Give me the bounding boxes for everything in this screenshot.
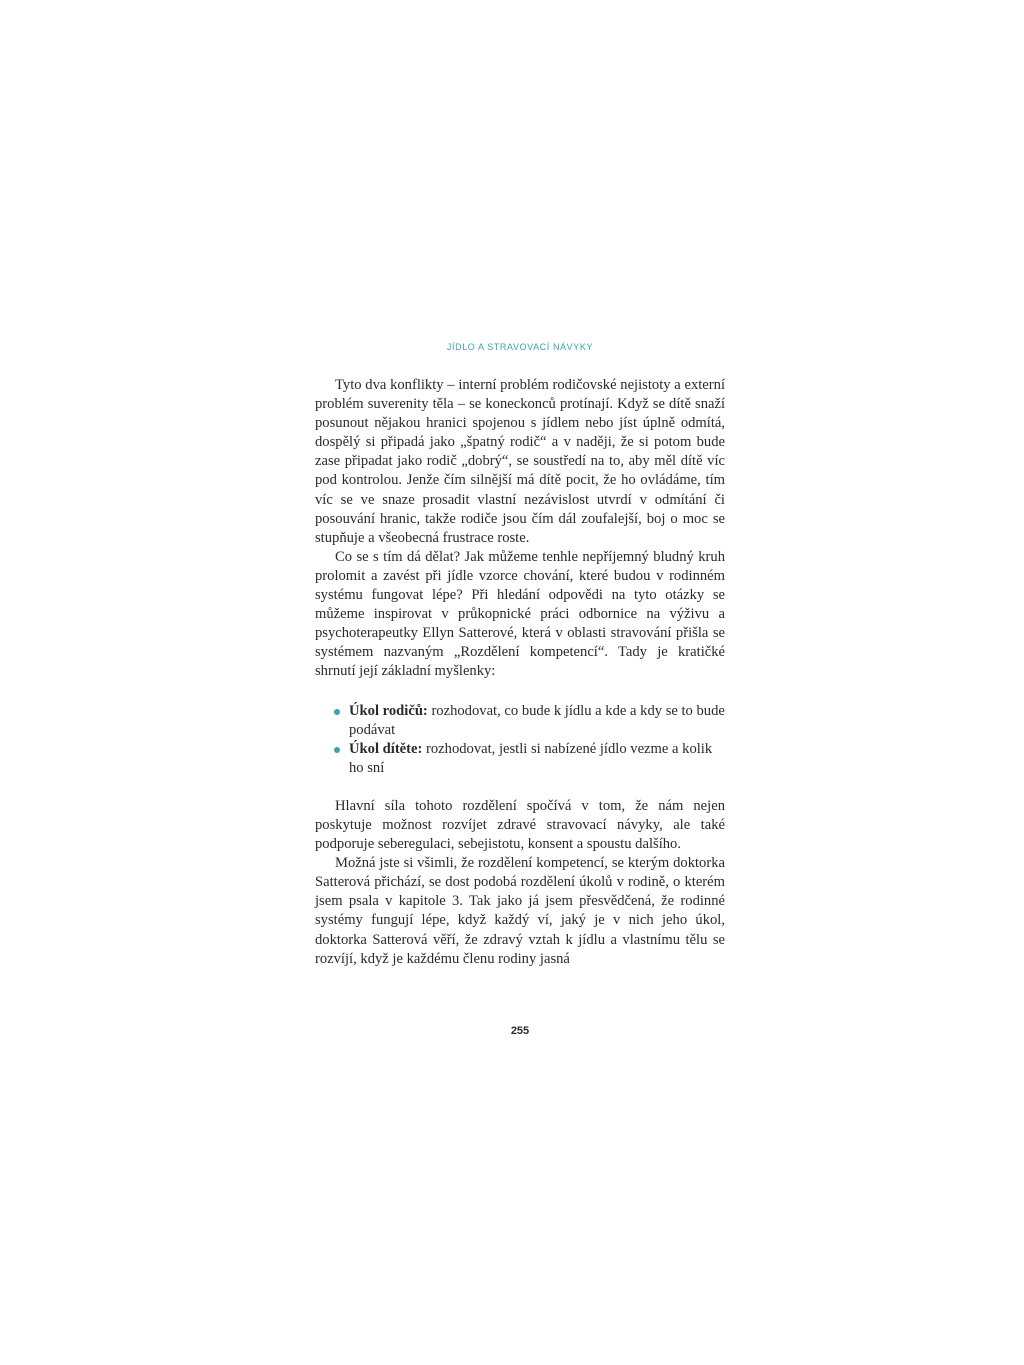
bullet-icon [334, 709, 340, 715]
bullet-list [315, 702, 725, 778]
paragraph: Co se s tím dá dělat? Jak můžeme tenhle nepříjemný bludný kruh prolomit a zavést při jídle vzorce chování, které budou v rodinném systému fungovat lépe? Při hledání odpovědi na tyto otázky se můžeme inspirovat v průkopnické práci odbornice na výživu a psychoterapeutky Ellyn Satterové, která v oblasti stravování přišla se systémem nazvaným „Rozdělení kompetencí“. Tady je kratičké shrnutí její základní myšlenky: [315, 548, 725, 680]
list-item [315, 702, 725, 740]
running-head: JÍDLO A STRAVOVACÍ NÁVYKY [446, 342, 594, 352]
paragraph: Možná jste si všimli, že rozdělení kompetencí, se kterým doktorka Satterová přichází, se dost podobá rozdělení úkolů v rodině, o kterém jsem psala v kapitole 3. Tak jako já jsem přesvědčená, že rodinné systémy fungují lépe, když každý ví, jaký je v nich jeho úkol, doktorka Satterová věří, že zdravý vztah k jídlu a vlastnímu tělu se rozvíjí, když je každému členu rodiny jasná [315, 855, 725, 967]
bullet-text: rozhodovat, co bude k jídlu a kde a kdy se to bude podávat [349, 702, 725, 738]
bullet-text: rozhodovat, jestli si nabízené jídlo vezme a kolik ho sní [349, 740, 713, 776]
paragraph: Tyto dva konflikty – interní problém rodičovské nejistoty a externí problém suverenity těla – se koneckonců protínají. Když se dítě snaží posunout nějakou hranici spojenou s jídlem nebo jíst úplně odmítá, dospělý si připadá jako „špatný rodič“ a v naději, že si potom bude zase připadat jako rodič „dobrý“, se soustředí na to, aby měl dítě víc pod kontrolou. Jenže čím silnější má dítě pocit, že ho ovládáme, tím víc se ve snaze prosadit vlastní nezávislost utvrdí v odmítání či posouvání hranic, takže rodiče jsou čím dál zoufalejší, boj o moc se stupňuje a všeobecná frustrace roste. [315, 377, 725, 546]
bullet-term: Úkol rodičů: [349, 702, 428, 719]
bullet-icon [334, 747, 340, 753]
list-item [315, 740, 725, 778]
page-number: 255 [510, 1025, 530, 1037]
body-text [315, 376, 725, 969]
bullet-term: Úkol dítěte: [349, 740, 423, 757]
paragraph: Hlavní síla tohoto rozdělení spočívá v tom, že nám nejen poskytuje možnost rozvíjet zdravé stravovací návyky, ale také podporuje seberegulaci, sebejistotu, konsent a spoustu dalšího. [315, 797, 725, 853]
